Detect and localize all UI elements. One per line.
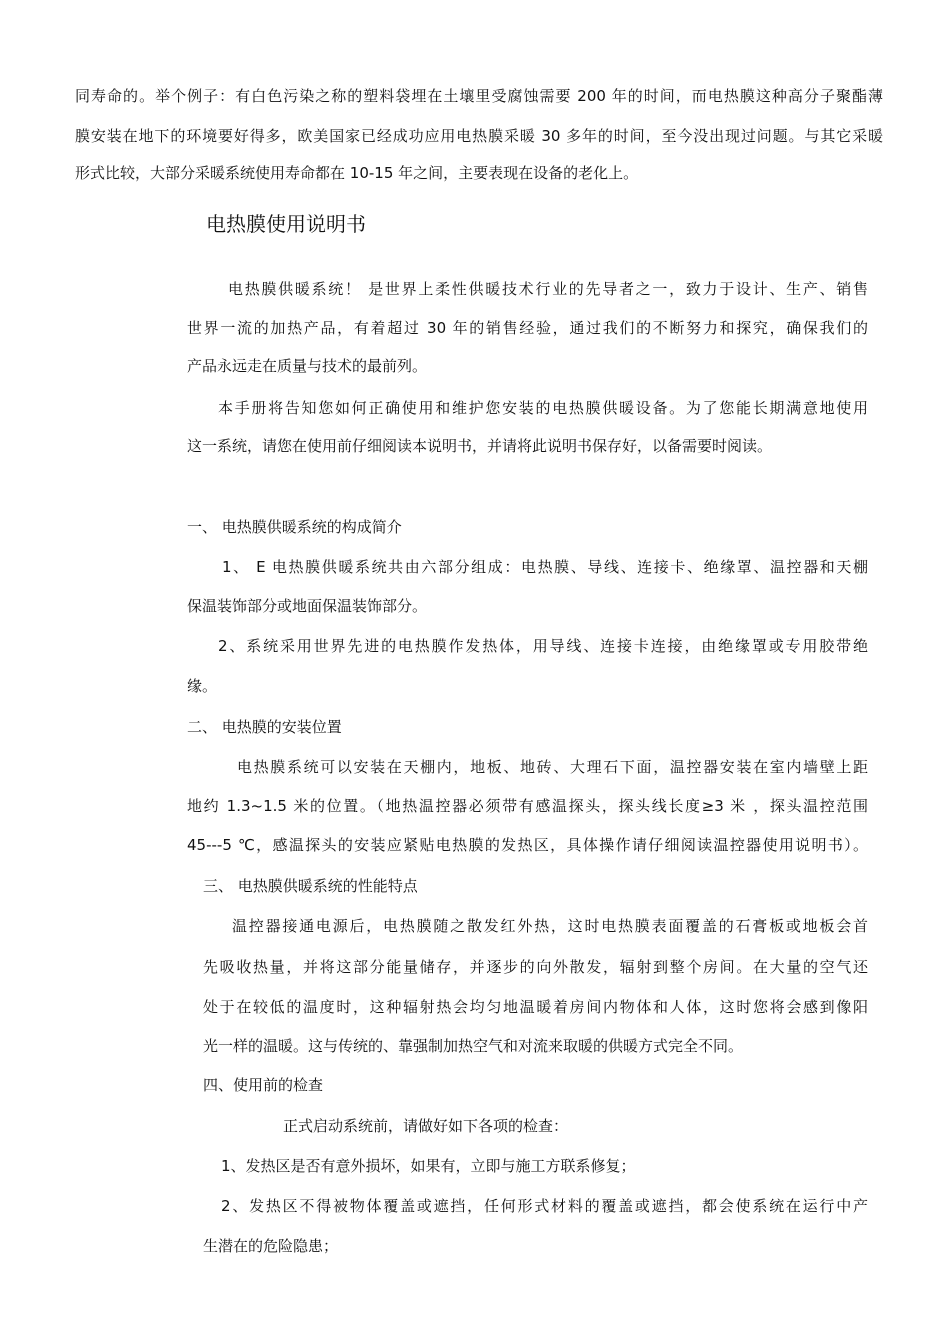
section-4-item-2-line-2: 生潜在的危险隐患； (203, 1237, 339, 1255)
purpose-line-1: 本手册将告知您如何正确使用和维护您安装的电热膜供暖设备。为了您能长期满意地使用 (218, 399, 868, 417)
section-4-lead: 正式启动系统前，请做好如下各项的检查： (283, 1117, 569, 1135)
intro-line-1: 同寿命的。举个例子：有白色污染之称的塑料袋埋在土壤里受腐蚀需要 200 年的时间，而电热膜这种高分子聚酯薄 (75, 87, 883, 105)
section-1-item-1-line-1: 1、 E 电热膜供暖系统共由六部分组成：电热膜、导线、连接卡、绝缘罩、温控器和天棚 (222, 558, 868, 576)
section-4-heading: 四、使用前的检查 (203, 1076, 324, 1094)
company-intro-line-3: 产品永远走在质量与技术的最前列。 (187, 357, 428, 375)
section-2-line-3: 45---5 ℃，感温探头的安装应紧贴电热膜的发热区，具体操作请仔细阅读温控器使用说明书）。 (187, 836, 868, 854)
intro-line-2: 膜安装在地下的环境要好得多，欧美国家已经成功应用电热膜采暖 30 多年的时间，至今没出现过问题。与其它采暖 (75, 127, 883, 145)
intro-line-3: 形式比较，大部分采暖系统使用寿命都在 10-15 年之间，主要表现在设备的老化上。 (75, 164, 639, 182)
section-1-item-2-line-2: 缘。 (187, 677, 218, 695)
section-3-line-1: 温控器接通电源后，电热膜随之散发红外热，这时电热膜表面覆盖的石膏板或地板会首 (232, 917, 868, 935)
section-1-heading: 一、 电热膜供暖系统的构成简介 (187, 518, 402, 536)
section-3-heading: 三、 电热膜供暖系统的性能特点 (203, 877, 418, 895)
section-3-line-4: 光一样的温暖。这与传统的、靠强制加热空气和对流来取暖的供暖方式完全不同。 (203, 1037, 744, 1055)
section-4-item-2-line-1: 2、发热区不得被物体覆盖或遮挡，任何形式材料的覆盖或遮挡，都会使系统在运行中产 (221, 1197, 868, 1215)
section-1-item-2-line-1: 2、系统采用世界先进的电热膜作发热体，用导线、连接卡连接，由绝缘罩或专用胶带绝 (218, 637, 868, 655)
section-3-line-2: 先吸收热量，并将这部分能量储存，并逐步的向外散发，辐射到整个房间。在大量的空气还 (203, 958, 868, 976)
section-2-heading: 二、 电热膜的安装位置 (187, 718, 342, 736)
purpose-line-2: 这一系统，请您在使用前仔细阅读本说明书，并请将此说明书保存好，以备需要时阅读。 (187, 437, 773, 455)
manual-title: 电热膜使用说明书 (206, 212, 366, 236)
company-intro-line-1: 电热膜供暖系统！ 是世界上柔性供暖技术行业的先导者之一，致力于设计、生产、销售 (228, 280, 868, 298)
section-3-line-3: 处于在较低的温度时，这种辐射热会均匀地温暖着房间内物体和人体，这时您将会感到像阳 (203, 998, 868, 1016)
section-1-item-1-line-2: 保温装饰部分或地面保温装饰部分。 (187, 597, 428, 615)
company-intro-line-2: 世界一流的加热产品，有着超过 30 年的销售经验，通过我们的不断努力和探究，确保我们的 (187, 319, 868, 337)
section-2-line-2: 地约 1.3~1.5 米的位置。（地热温控器必须带有感温探头，探头线长度≥3 米 ，探头温控范围 (187, 797, 868, 815)
section-2-line-1: 电热膜系统可以安装在天棚内，地板、地砖、大理石下面，温控器安装在室内墙壁上距 (237, 758, 868, 776)
section-4-item-1: 1、发热区是否有意外损坏，如果有，立即与施工方联系修复； (221, 1157, 636, 1175)
